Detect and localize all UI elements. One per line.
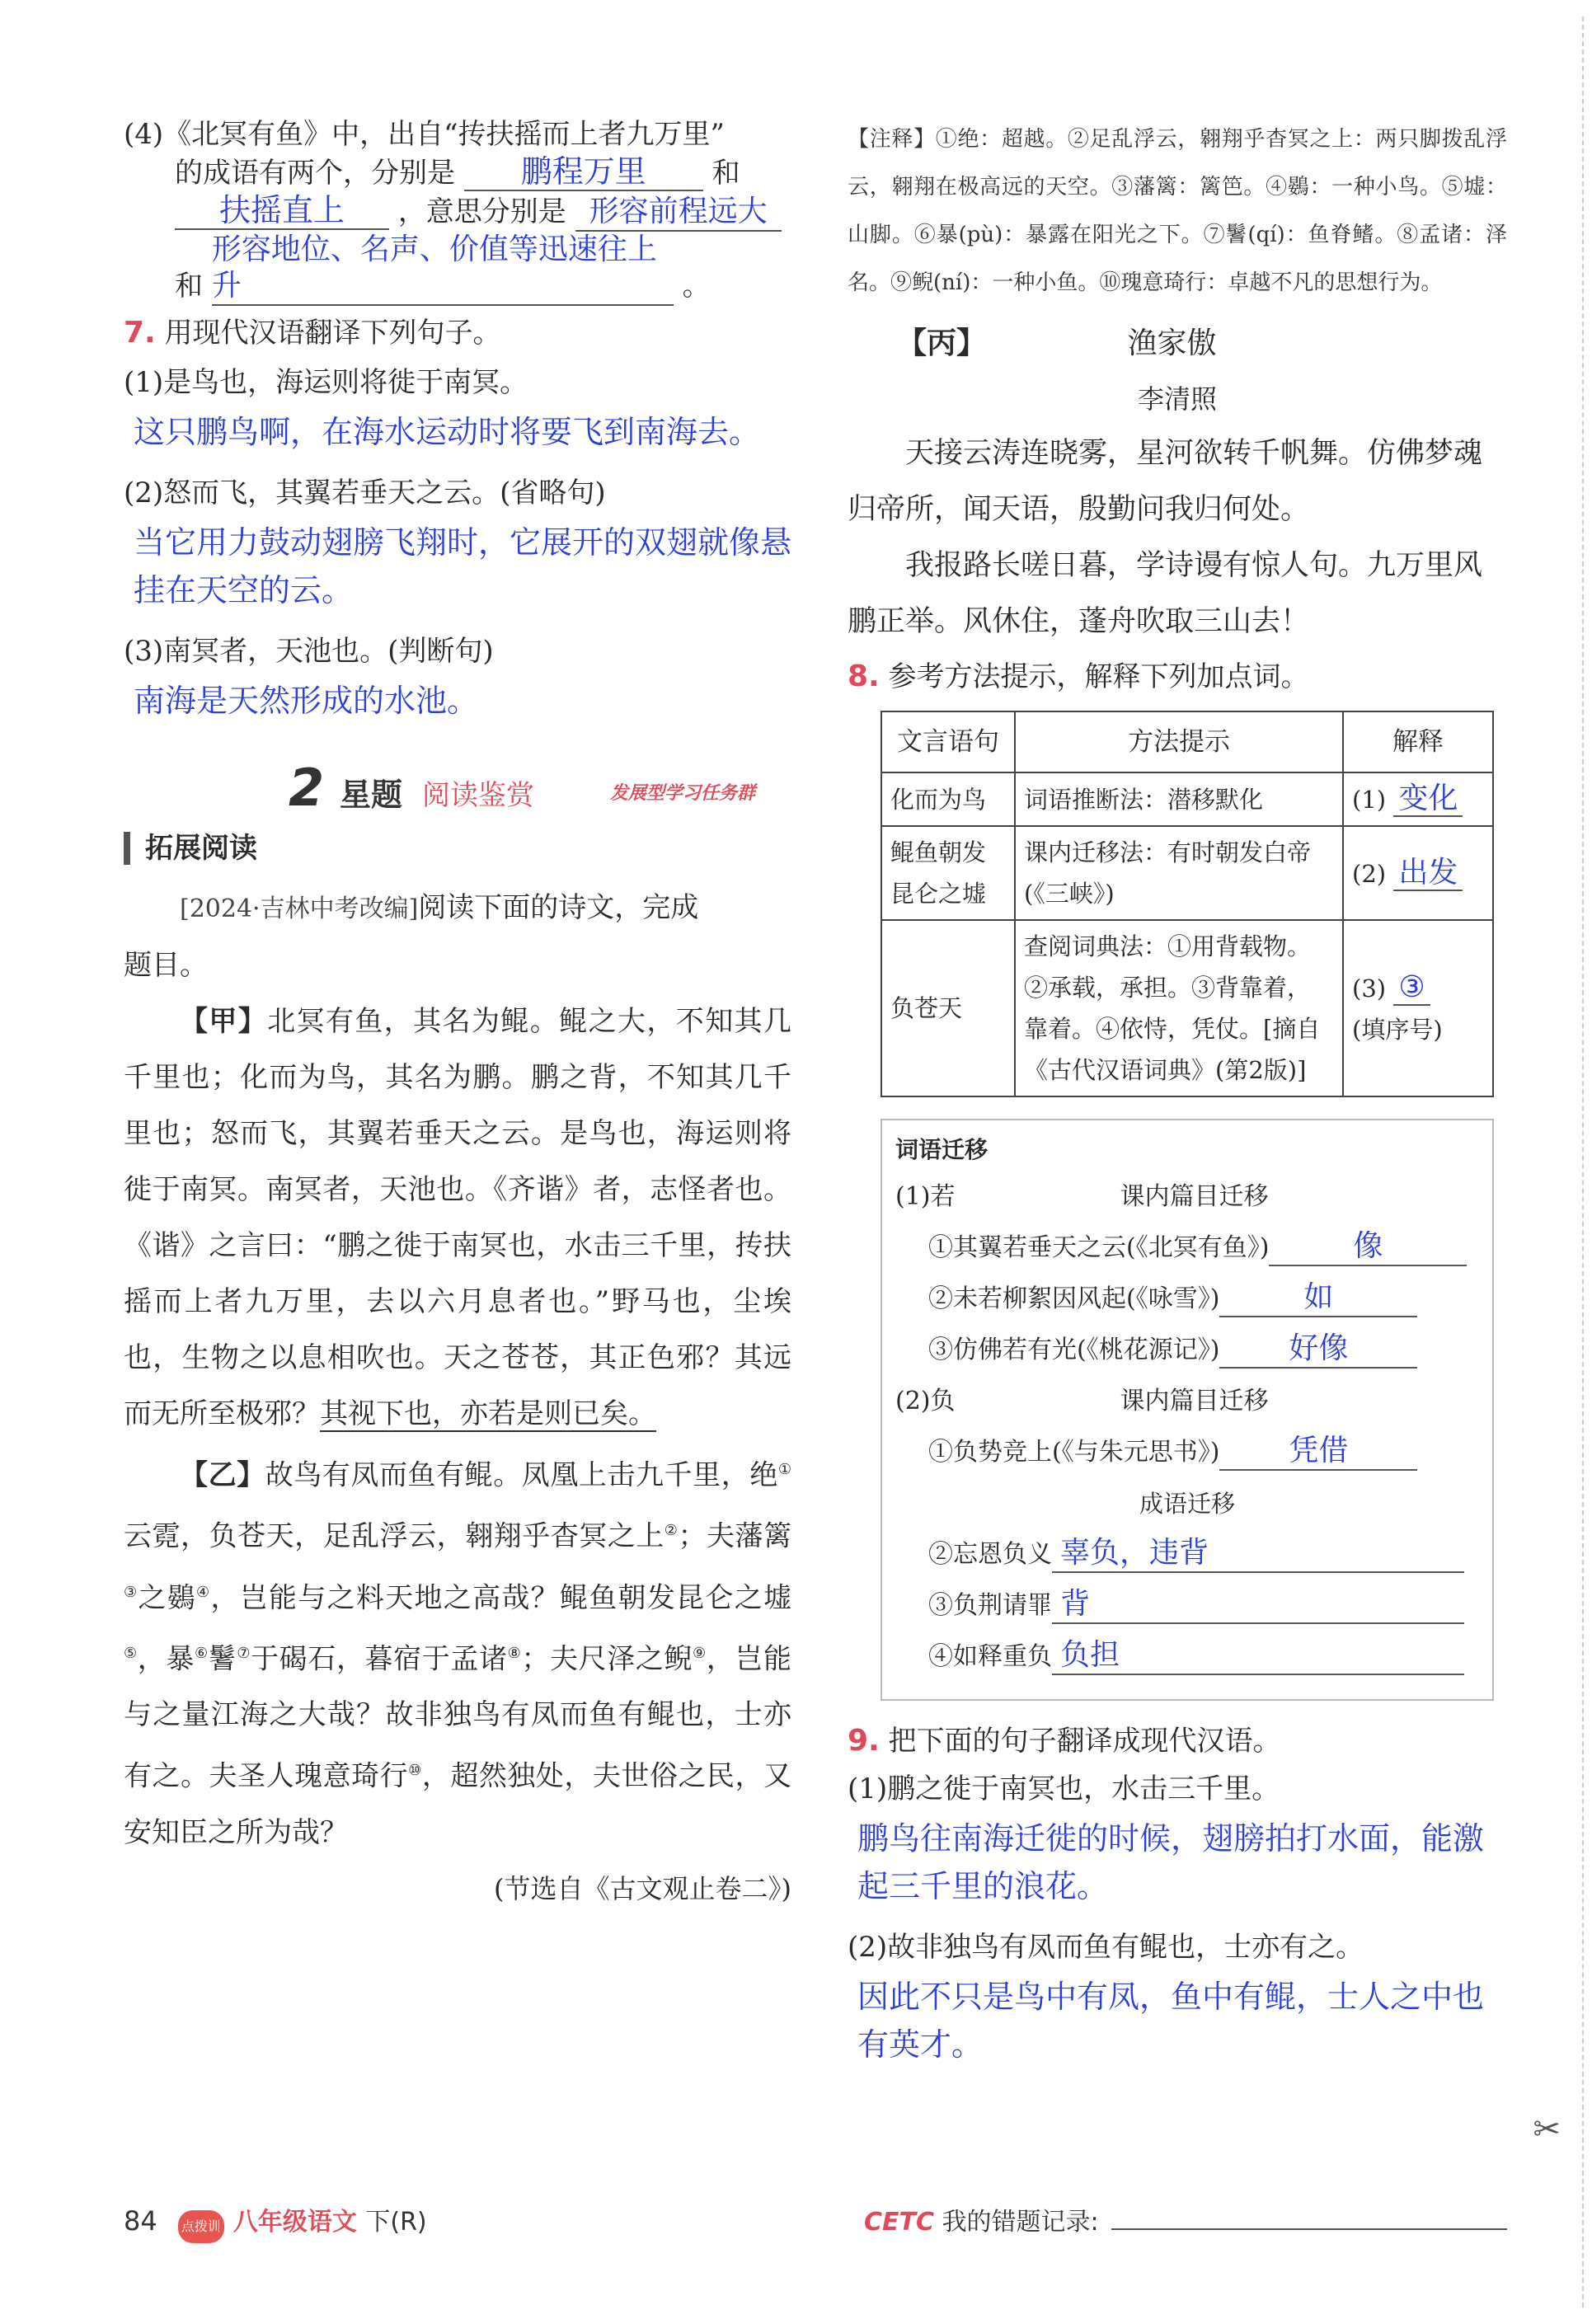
answer-blank[interactable]: 出发 (1393, 856, 1463, 891)
poem-heading: 【丙】 渔家傲 (897, 326, 1217, 360)
q9-answer-2[interactable]: 因此不只是鸟中有凤，鱼中有鲲，士人之中也有英才。 (857, 1979, 1485, 2063)
poem-title: 渔家傲 (1127, 326, 1217, 360)
list-item: ③负荆请罪 背 (895, 1580, 1479, 1631)
passage-jia: 【甲】北冥有鱼，其名为鲲。鲲之大，不知其几千里也；化而为鸟，其名为鹏。鹏之背，不知其几千里也；怒而飞，其翼若垂天之云。是鸟也，海运则将徙于南冥。南冥者，天池也。《齐谐》者，志怪者也。《谐》之言曰：“鹏之徙于南冥也，水击三千里，抟扶摇而上者九万里，去以六月息者也。”野马也，尘埃也，生物之以息相吹也。天之苍苍，其正色邪？其远而无所至极邪？其视下也，亦若是则已矣。 (124, 1005, 792, 1430)
list-item: ②忘恩负义 辜负，违背 (895, 1529, 1479, 1580)
passage-yi: 【乙】故鸟有凤而鱼有鲲。凤凰上击九千里，绝①云霓，负苍天，足乱浮云，翱翔乎杳冥之上②；夫藩篱③之鷃④，岂能与之料天地之高哉？鲲鱼朝发昆仑之墟⑤，暴⑥鬐⑦于碣石，暮宿于孟诸⑧；夫尺泽之鲵⑨，岂能与之量江海之大哉？故非独鸟有凤而鱼有鲲也，士亦有之。夫圣人瑰意琦行⑩，超然独处，夫世俗之民，又安知臣之所为哉？ (124, 1458, 792, 1849)
method-table (881, 711, 1494, 1097)
poem-stanza-2: 我报路长嗟日暮，学诗谩有惊人句。九万里风鹏正举。风休住，蓬舟吹取三山去！ (848, 549, 1483, 638)
section-banner (124, 758, 791, 818)
banner-subtitle: 阅读鉴赏 (422, 779, 534, 812)
error-record-line[interactable] (1111, 2228, 1507, 2230)
table-cell-sentence: 化而为鸟 (881, 772, 1015, 826)
cetc-logo: CETC (864, 2208, 934, 2237)
answer-blank[interactable]: 好像 (1219, 1331, 1417, 1369)
answer-blank[interactable]: 如 (1219, 1279, 1417, 1317)
page-number: 84 (124, 2205, 157, 2237)
q9-item-2: (2)故非独鸟有凤而鱼有鲲也，士亦有之。 (848, 1931, 1364, 1964)
answer-blank[interactable]: 背 (1052, 1586, 1464, 1624)
banner-title: 星题 (340, 777, 403, 813)
list-item: ②未若柳絮因风起(《咏雪》) 如 (895, 1274, 1479, 1325)
table-row (881, 920, 1493, 1096)
q9-item-1: (1)鹏之徙于南冥也，水击三千里。 (848, 1772, 1280, 1805)
book-grade: 八年级语文 下(R) (232, 2208, 427, 2237)
q7-item-1: (1)是鸟也，海运则将徙于南冥。 (124, 366, 528, 399)
table-cell-method: 查阅词典法：①用背载物。②承载，承担。③背靠着，靠着。④依恃，凭仗。[摘自《古代汉语词典》(第2版)] (1015, 920, 1343, 1096)
table-row (881, 772, 1493, 826)
scissors-icon: ✂ (1533, 2110, 1561, 2148)
answer-blank-1[interactable]: 鹏程万里 (464, 153, 703, 191)
poem-stanza-1: 天接云涛连晓雾，星河欲转千帆舞。仿佛梦魂归帝所，闻天语，殷勤问我归何处。 (848, 437, 1483, 526)
word-transfer-box (881, 1119, 1494, 1701)
footer-left (124, 2201, 427, 2267)
section-title: 拓展阅读 (124, 832, 791, 865)
list-item: ③仿佛若有光(《桃花源记》) 好像 (895, 1325, 1479, 1376)
right-column (848, 115, 1507, 2087)
q8-title: 8. 参考方法提示，解释下列加点词。 (848, 660, 1309, 693)
answer-blank[interactable]: ③ (1393, 970, 1430, 1006)
banner-tag: 发展型学习任务群 (610, 783, 756, 804)
table-cell-answer: (3) ③ (填序号) (1343, 920, 1493, 1096)
answer-blank[interactable]: 凭借 (1219, 1433, 1417, 1471)
answer-blank-3[interactable]: 形容前程远大 (575, 194, 782, 232)
table-cell-sentence: 负苍天 (881, 920, 1015, 1096)
answer-blank[interactable]: 辜负，违背 (1052, 1535, 1464, 1573)
list-item: ④如释重负 负担 (895, 1631, 1479, 1683)
table-cell-method: 课内迁移法：有时朝发白帝(《三峡》) (1015, 826, 1343, 920)
q7-answer-1[interactable]: 这只鹏鸟啊，在海水运动时将要飞到南海去。 (134, 414, 761, 450)
reading-intro-2: 题目。 (124, 949, 208, 982)
passage-source: (节选自《古文观止卷二》) (494, 1872, 791, 1904)
annotation-note: 【注释】①绝：超越。②足乱浮云，翱翔乎杳冥之上：两只脚拨乱浮云，翱翔在极高远的天空。③藩篱：篱笆。④鷃：一种小鸟。⑤墟：山脚。⑥暴(pù)：暴露在阳光之下。⑦鬐(qí)：鱼脊鳍。⑧孟诸：泽名。⑨鲵(ní)：一种小鱼。⑩瑰意琦行：卓越不凡的思想行为。 (848, 127, 1507, 295)
left-column (124, 115, 791, 1917)
reading-intro: [2024·吉林中考改编]阅读下面的诗文，完成 (180, 891, 699, 924)
list-item: ①其翼若垂天之云(《北冥有鱼》) 像 (895, 1223, 1479, 1274)
answer-blank[interactable]: 变化 (1393, 782, 1463, 817)
q7-answer-3[interactable]: 南海是天然形成的水池。 (134, 683, 479, 719)
q9-title: 9. 把下面的句子翻译成现代汉语。 (848, 1724, 1281, 1758)
page-cut-line (1582, 16, 1584, 2308)
group-label: 成语迁移 (1139, 1490, 1235, 1518)
group-label: (1)若 课内篇目迁移 (895, 1182, 1269, 1211)
q7-number: 7. (124, 316, 156, 350)
table-cell-answer: (1) 变化 (1343, 772, 1493, 826)
table-header: 文言语句 (881, 711, 1015, 772)
q7-item-3: (3)南冥者，天池也。(判断句) (124, 635, 494, 668)
q7-answer-2[interactable]: 当它用力鼓动翅膀飞翔时，它展开的双翅就像悬挂在天空的云。 (134, 524, 792, 608)
table-header: 方法提示 (1015, 711, 1343, 772)
q7-title: 7. 用现代汉语翻译下列句子。 (124, 316, 501, 350)
footer-right (864, 2201, 1507, 2237)
answer-blank[interactable]: 负担 (1052, 1637, 1464, 1675)
error-record-label: 我的错题记录: (942, 2208, 1099, 2237)
box-title: 词语迁移 (895, 1136, 989, 1163)
table-cell-sentence: 鲲鱼朝发昆仑之墟 (881, 826, 1015, 920)
q6-4-line3: 扶摇直上 ，意思分别是 形容前程远大 (124, 192, 791, 232)
poem-author: 李清照 (1137, 383, 1217, 415)
table-header: 解释 (1343, 711, 1493, 772)
q9-answer-1[interactable]: 鹏鸟往南海迁徙的时候，翅膀拍打水面，能激起三千里的浪花。 (857, 1820, 1485, 1904)
answer-blank[interactable]: 像 (1269, 1228, 1467, 1266)
q6-4-line2: 的成语有两个，分别是 鹏程万里 和 (175, 153, 740, 190)
banner-star-number: 2 (289, 758, 325, 818)
answer-blank-2[interactable]: 扶摇直上 (175, 192, 389, 230)
list-item: ①负势竞上(《与朱元思书》) 凭借 (895, 1427, 1479, 1478)
table-cell-method: 词语推断法：潜移默化 (1015, 772, 1343, 826)
q6-4-line1: (4)《北冥有鱼》中，出自“抟扶摇而上者九万里” (124, 118, 725, 151)
underlined-sentence: 其视下也，亦若是则已矣。 (320, 1397, 656, 1430)
brand-logo: 点拨训练 (178, 2210, 224, 2243)
table-header-row (881, 711, 1493, 772)
table-row (881, 826, 1493, 920)
answer-blank-4[interactable]: 形容地位、名声、价值等迅速往上升 (212, 232, 674, 306)
table-cell-answer: (2) 出发 (1343, 826, 1493, 920)
q6-4-line4: 和 形容地位、名声、价值等迅速往上升 。 (124, 232, 791, 306)
group-label: (2)负 课内篇目迁移 (895, 1387, 1269, 1416)
q7-item-2: (2)怒而飞，其翼若垂天之云。(省略句) (124, 477, 606, 509)
